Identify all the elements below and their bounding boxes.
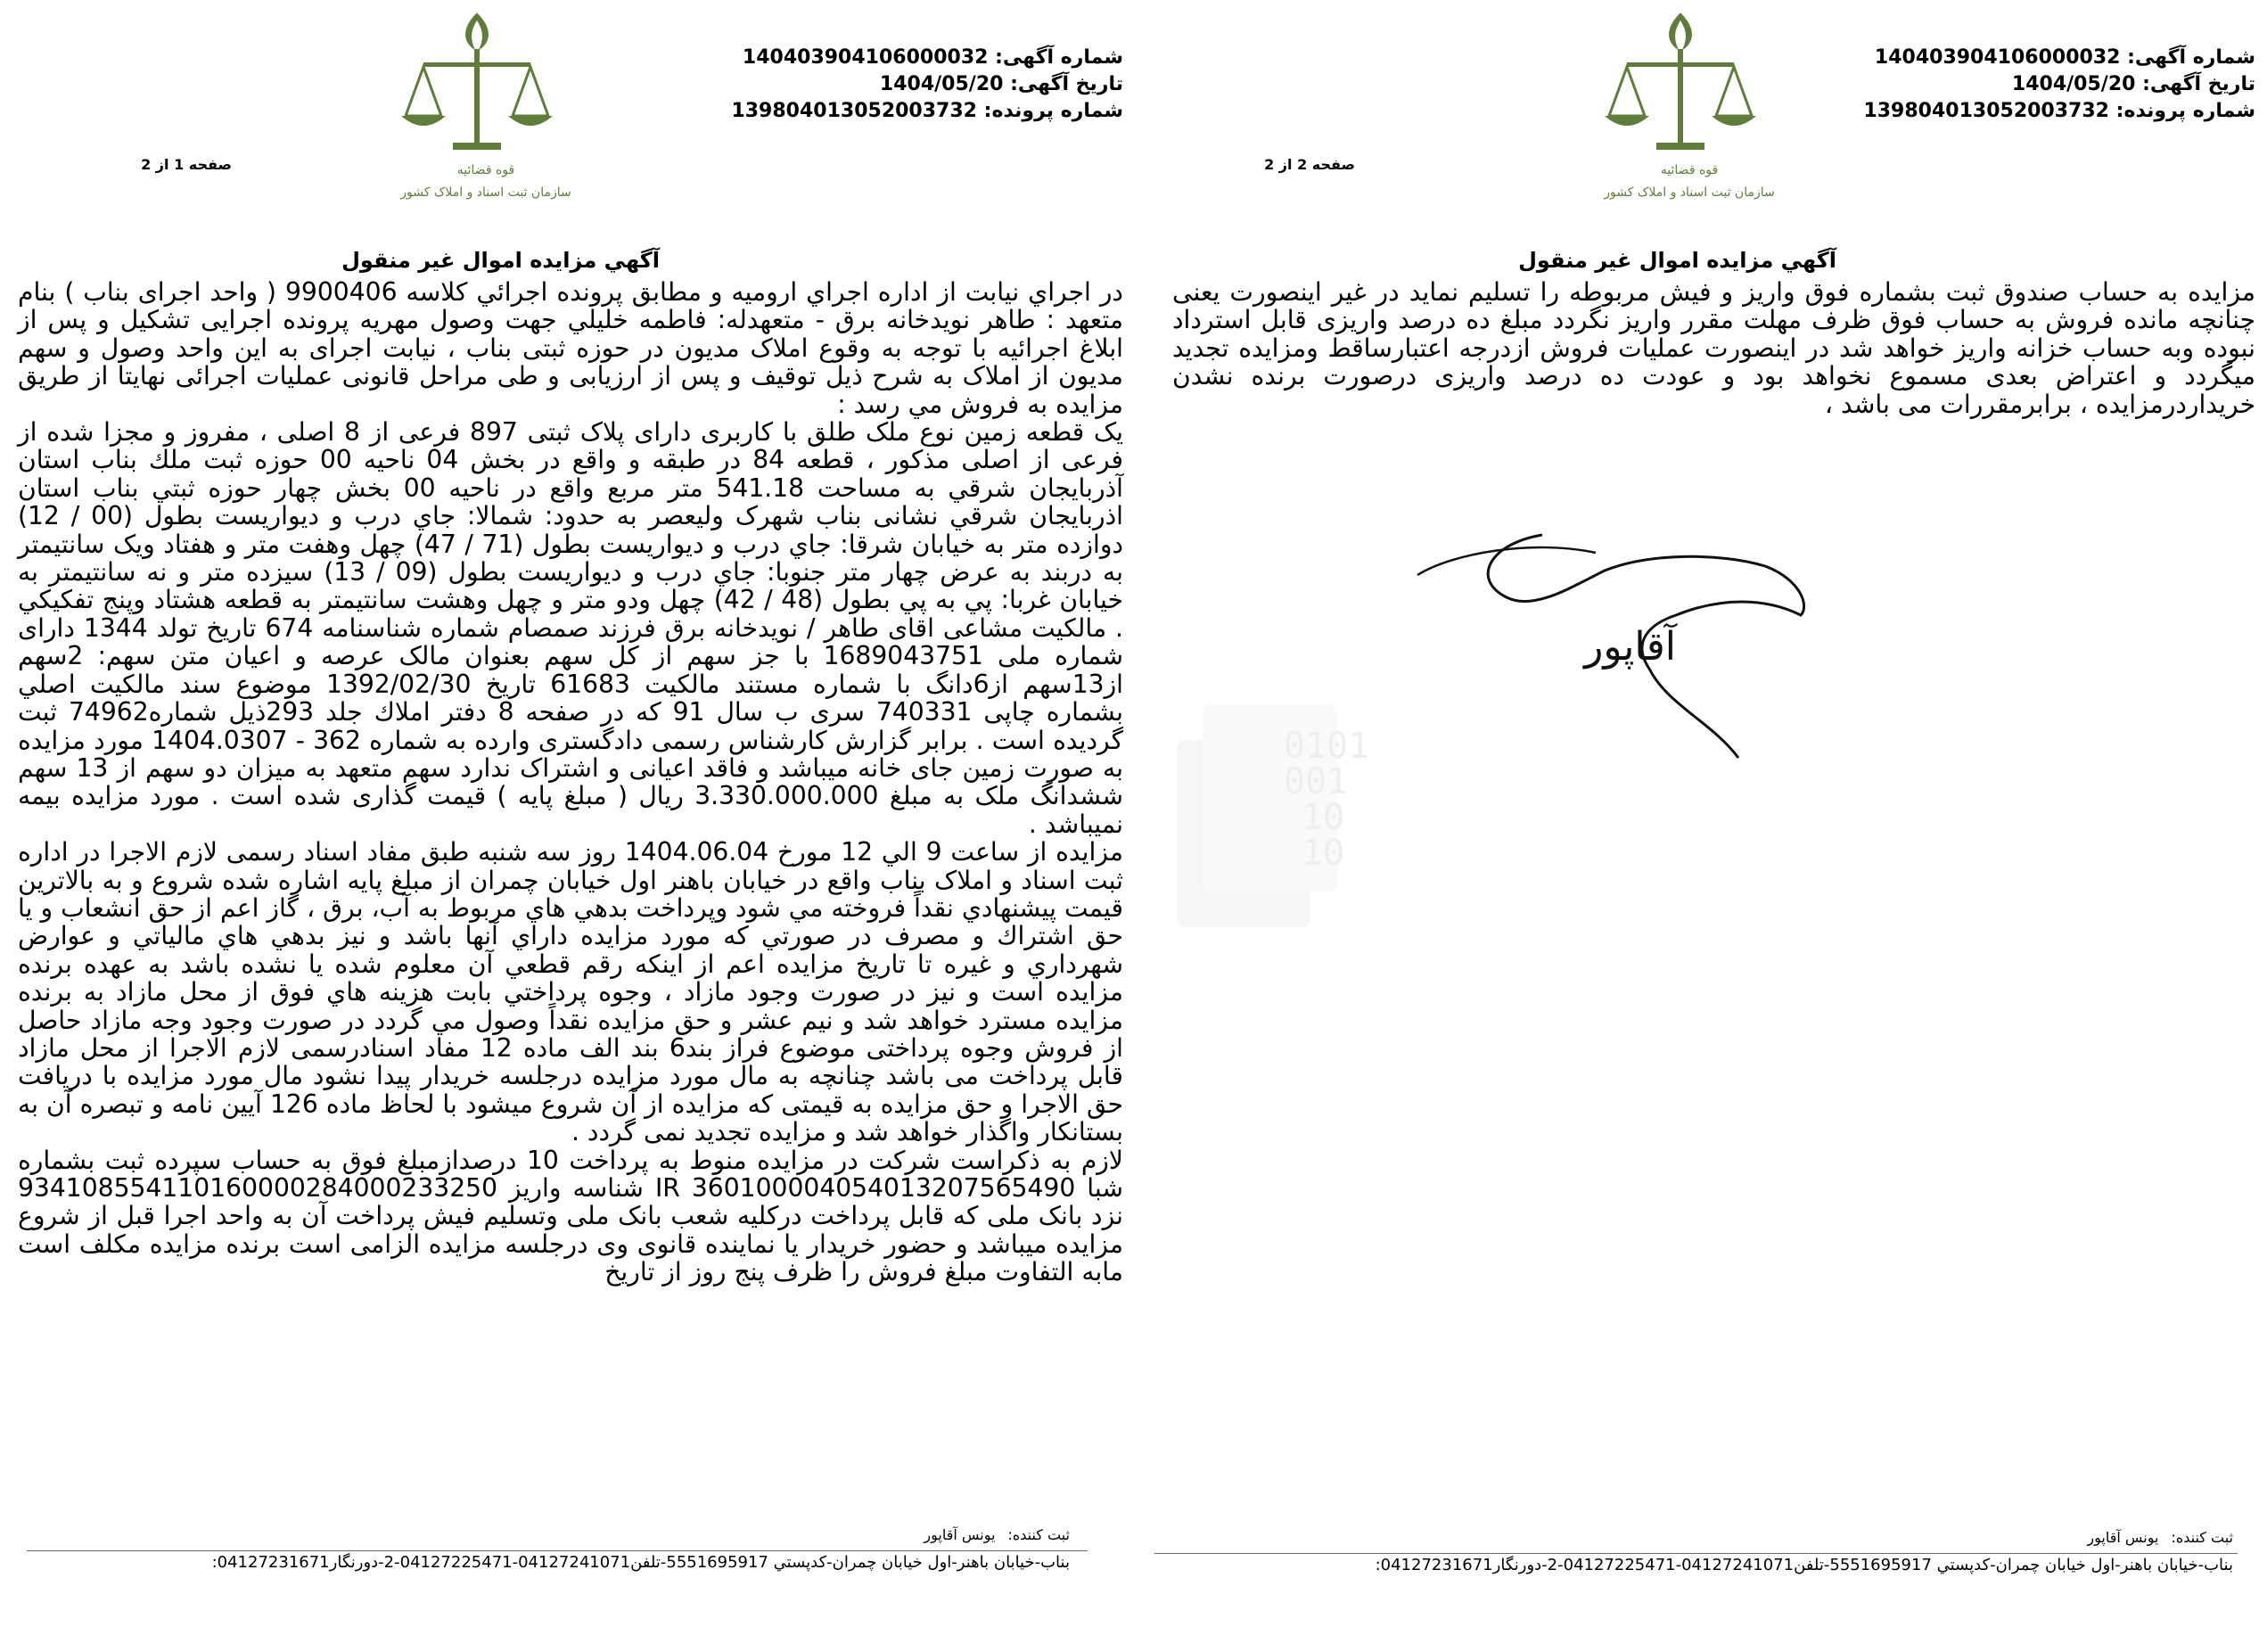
footer-address: بناب-خيابان باهنر-اول خيابان چمران-كدپستي 5551695917-تلفن04127241071-04127225471-2-دورنگار04127231671:	[1375, 1556, 2233, 1574]
header-meta	[1792, 45, 2255, 125]
footer-divider	[27, 1550, 1088, 1551]
body-text: در اجراي نيابت از اداره اجراي اروميه و مطابق پرونده اجرائي كلاسه 9900406 ( واحد اجرای بناب ) بنام متعهد : طاهر نويدخانه برق - متعهدله: فاطمه خليلي جهت وصول مهريه پرونده اجرایی تشكيل و پس از ابلاغ اجرائيه با توجه به وقوع املاک مديون در حوزه ثبتی بناب ، نيابت اجرای به اين واحد وصول و سهم مديون از املاک به شرح ذيل توقيف و پس از ارزيابی و طی مراحل قانونی عمليات اجرائی نهايتا از طريق مزايده به فروش مي رسد : يک قطعه زمين نوع ملک طلق با کاربری دارای پلاک ثبتی 897 فرعی از 8 اصلی ، مفروز و مجزا شده از فرعی از اصلی مذکور ، قطعه 84 در طبقه و واقع در بخش 04 ناحيه 00 حوزه ثبت ملك بناب استان آذربايجان شرقي به مساحت 541.18 متر مربع واقع در ناحيه 00 بخش چهار حوزه ثبتي بناب استان اذربايجان شرقي نشانی بناب شهرک وليعصر به حدود: شمالا: جاي درب و ديواريست بطول (00 / 12) دوازده متر به خيابان شرقا: جاي درب و ديواريست بطول (71 / 47) چهل وهفت متر و هفتاد ويک سانتيمتر به دربند به عرض چهار متر جنوبا: جاي درب و ديواريست بطول (09 / 13) سيزده متر و نه سانتيمتر به خيابان غربا: پي به پي بطول (48 / 42) چهل ودو متر و چهل وهشت سانتيمتر به قطعه هشتاد وپنج تفكيكي . مالکيت مشاعی اقای طاهر / نويدخانه برق فرزند صمصام شماره شناسنامه 674 تاريخ تولد 1344 دارای شماره ملی 1689043751 با جز سهم از کل سهم بعنوان مالک عرصه و اعيان متن سهم: 2سهم از13سهم از6دانگ با شماره مستند مالکيت 61683 تاريخ 1392/02/30 موضوع سند مالكيت اصلي بشماره چاپی 740331 سری ب سال 91 كه در صفحه 8 دفتر املاك جلد 293ذيل شماره74962 ثبت گرديده است . برابر گزارش كارشناس رسمی دادگستری وارده به شماره 362 - 1404.0307 مورد مزايده به صورت زمين جای خانه ميباشد و فاقد اعيانی و اشتراک ندارد سهم متعهد به ميزان دو سهم از 13 سهم ششدانگ ملک به مبلغ 3.330.000.000 ريال ( مبلغ پايه ) قيمت گذاری شده است . مورد مزايده بيمه نميباشد . مزايده از ساعت 9 الي 12 مورخ 1404.06.04 روز سه شنبه طبق مفاد اسناد رسمی لازم الاجرا در اداره ثبت اسناد و املاک بناب واقع در خيابان باهنر اول خيابان چمران از مبلغ پايه اشاره شده شروع و به بالاترين قيمت پيشنهادي نقداً فروخته مي شود وپرداخت بدهي هاي مربوط به آب، برق ، گاز اعم از حق انشعاب و يا حق اشتراك و مصرف در صورتي كه مورد مزايده داراي آنها باشد و نيز بدهي هاي مالياتي و عوارض شهرداري و غيره تا تاريخ مزايده اعم از اينكه رقم قطعي آن معلوم شده يا نشده باشد به عهده برنده مزايده است و نيز در صورت وجود مازاد ، وجوه پرداختي بابت هزينه هاي فوق از محل مازاد به برنده مزايده مسترد خواهد شد و نيم عشر و حق مزايده نقداً وصول مي گردد در صورت وجود وجه مازاد حاصل از فروش وجوه پرداختی موضوع فراز بند6 بند الف ماده 12 مفاد اسنادرسمی لازم الاجرا از محل مازاد قابل پرداخت می باشد چنانچه به مال مورد مزايده درجلسه خريدار پيدا نشود مال مورد مزايده با دريافت حق الاجرا و حق مزايده به قيمتی كه مزايده از آن شروع ميشود با لحاظ ماده 126 آيين نامه و تبصره آن به بستانكار واگذار خواهد شد و مزايده تجديد نمی گردد . لازم به ذکراست شرکت در مزایده منوط به پرداخت 10 درصدازمبلغ فوق به حساب سپرده ثبت بشماره شبا IR 360100004054013207565490 شناسه واریز 934108554110160000284000233250 نزد بانک ملی که قابل پرداخت درکلیه شعب بانک ملی وتسلیم فیش پرداخت آن به واحد اجرا قبل از شروع مزایده میباشد و حضور خریدار یا نماینده قانوی وی درجلسه مزایده الزامی است برنده مزایده مکلف است مابه التفاوت مبلغ فروش را ظرف پنج روز از تاریخ	[18, 277, 1124, 1287]
footer-divider	[1154, 1553, 2238, 1554]
svg-text:قوه قضائیه: قوه قضائیه	[1660, 163, 1719, 177]
body-text: مزایده به حساب صندوق ثبت بشماره فوق واریز و فیش مربوطه را تسلیم نماید در غیر اینصورت یعنی چنانچه مانده فروش به حساب فوق ظرف مهلت مقرر واریز نگردد مبلغ ده درصد واریزی قابل استرداد نبوده وبه حساب خزانه واریز خواهد شد در اینصورت عملیات فروش ازدرجه اعتبارساقط ومزایده تجدید میگردد و اعتراض بعدی مسموع نخواهد بود و عودت ده درصد واریزی درصورت برنده نشدن خریداردرمزایده ، برابرمقررات می باشد ،	[1172, 277, 2255, 419]
ad-number: 140403904106000032	[1874, 46, 2121, 69]
signature-image	[1382, 499, 1845, 785]
svg-text:قوه قضائیه: قوه قضائیه	[456, 163, 515, 177]
ad-date-label: تاریخ آگهی:	[1010, 73, 1123, 95]
header-meta	[660, 45, 1123, 125]
page-number: صفحه 1 از 2	[141, 156, 232, 173]
svg-text:001: 001	[1284, 761, 1349, 802]
svg-text:آقاپور: آقاپور	[1584, 624, 1676, 670]
page-1	[18, 0, 1123, 1652]
svg-text:0101: 0101	[1284, 726, 1370, 767]
ad-date-label: تاریخ آگهی:	[2142, 73, 2255, 95]
svg-text:10: 10	[1302, 797, 1345, 838]
ad-number: 140403904106000032	[742, 46, 989, 69]
page-number: صفحه 2 از 2	[1264, 156, 1355, 173]
svg-text:10: 10	[1302, 833, 1345, 874]
ad-number-label: شماره آگهی:	[995, 46, 1123, 69]
registrar-label: ثبت کننده:یونس آقاپور	[924, 1526, 1070, 1543]
svg-text:سازمان ثبت اسناد و املاک کشور: سازمان ثبت اسناد و املاک کشور	[1604, 185, 1775, 200]
ad-date: 1404/05/20	[879, 73, 1004, 95]
case-number: 139804013052003732	[731, 100, 977, 122]
judiciary-emblem-icon	[374, 9, 579, 205]
judiciary-emblem-icon	[1578, 9, 1783, 205]
case-number-label: شماره پرونده:	[2115, 100, 2255, 122]
page-title: آگهي مزايده اموال غير منقول	[341, 248, 660, 273]
registrar-name: یونس آقاپور	[2087, 1529, 2159, 1546]
page-2	[1150, 0, 2255, 1652]
svg-text:سازمان ثبت اسناد و املاک کشور: سازمان ثبت اسناد و املاک کشور	[400, 185, 571, 200]
case-number: 139804013052003732	[1863, 100, 2109, 122]
ad-date: 1404/05/20	[2011, 73, 2136, 95]
ad-number-label: شماره آگهی:	[2127, 46, 2255, 69]
footer-address: بناب-خيابان باهنر-اول خيابان چمران-كدپستي 5551695917-تلفن04127241071-04127225471-2-دورنگار04127231671:	[211, 1553, 1070, 1572]
page-title: آگهي مزايده اموال غير منقول	[1518, 248, 1836, 273]
registrar-name: یونس آقاپور	[924, 1526, 996, 1543]
registrar-label: ثبت کننده:یونس آقاپور	[2087, 1529, 2233, 1546]
case-number-label: شماره پرونده:	[983, 100, 1123, 122]
